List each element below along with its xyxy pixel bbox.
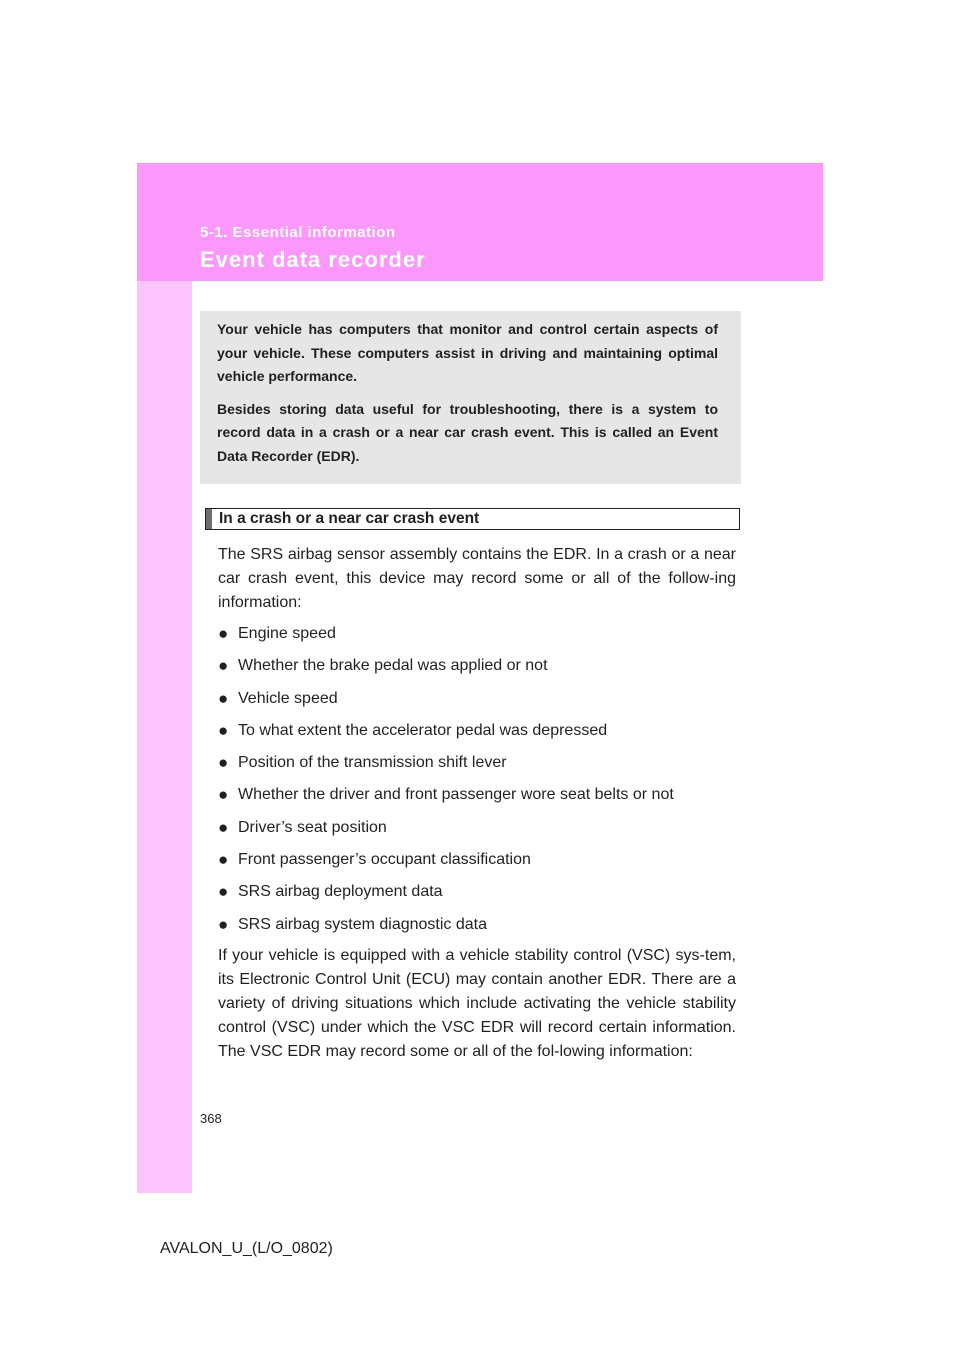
section-heading — [205, 508, 740, 530]
list-item — [218, 783, 738, 815]
list-item — [218, 622, 738, 654]
list-item — [218, 654, 738, 686]
list-item-text: SRS airbag deployment data — [238, 883, 443, 901]
list-item — [218, 913, 738, 945]
intro-paragraph: Besides storing data useful for troubleshooting, there is a system to record data in a crash or a near car crash event. This is called an Event Data Recorder (EDR). — [217, 400, 718, 464]
bullet-icon: ● — [218, 656, 229, 676]
list-item-text: Front passenger’s occupant classification — [238, 851, 531, 869]
chapter-header — [137, 163, 823, 281]
section-label: 5-1. Essential information — [200, 224, 396, 241]
bullet-icon: ● — [218, 914, 229, 934]
side-color-band — [137, 163, 192, 1193]
intro-box — [200, 311, 741, 484]
list-item — [218, 751, 738, 783]
list-item — [218, 816, 738, 848]
bullet-icon: ● — [218, 624, 229, 643]
bullet-icon: ● — [218, 720, 229, 740]
list-item — [218, 880, 738, 912]
bullet-icon: ● — [218, 753, 229, 773]
list-item-text: Position of the transmission shift lever — [238, 754, 507, 772]
list-item-text: Whether the driver and front passenger wore seat belts or not — [238, 786, 674, 804]
recorded-data-list — [218, 622, 738, 945]
list-item — [218, 719, 738, 751]
list-item-text: Driver’s seat position — [238, 818, 387, 836]
section-heading-text: In a crash or a near car crash event — [219, 510, 480, 527]
bullet-icon: ● — [218, 882, 229, 902]
bullet-icon: ● — [218, 785, 229, 805]
document-code: AVALON_U_(L/O_0802) — [160, 1240, 333, 1257]
bullet-icon: ● — [218, 688, 229, 708]
list-item — [218, 687, 738, 719]
bullet-icon: ● — [218, 850, 229, 870]
page-title: Event data recorder — [200, 247, 426, 272]
lead-paragraph: The SRS airbag sensor assembly contains the EDR. In a crash or a near car crash event, this device may record some or all of the follow-ing information: — [218, 546, 736, 611]
list-item — [218, 848, 738, 880]
intro-paragraph: Your vehicle has computers that monitor and control certain aspects of your vehicle. These computers assist in driving and maintaining optimal vehicle performance. — [217, 321, 718, 384]
page-number: 368 — [200, 1111, 222, 1126]
list-item-text: To what extent the accelerator pedal was depressed — [238, 721, 608, 739]
list-item-text: Engine speed — [238, 625, 336, 642]
list-item-text: Vehicle speed — [238, 689, 338, 707]
list-item-text: SRS airbag system diagnostic data — [238, 915, 488, 933]
list-item-text: Whether the brake pedal was applied or not — [238, 657, 548, 675]
closing-paragraph: If your vehicle is equipped with a vehicle stability control (VSC) sys-tem, its Electronic Control Unit (ECU) may contain another EDR. There are a variety of driving situations which include activating the vehicle stability control (VSC) under which the VSC EDR will record certain information. The VSC EDR may record some or all of the fol-lowing information: — [218, 947, 736, 1060]
heading-marker — [206, 509, 212, 529]
bullet-icon: ● — [218, 817, 229, 837]
